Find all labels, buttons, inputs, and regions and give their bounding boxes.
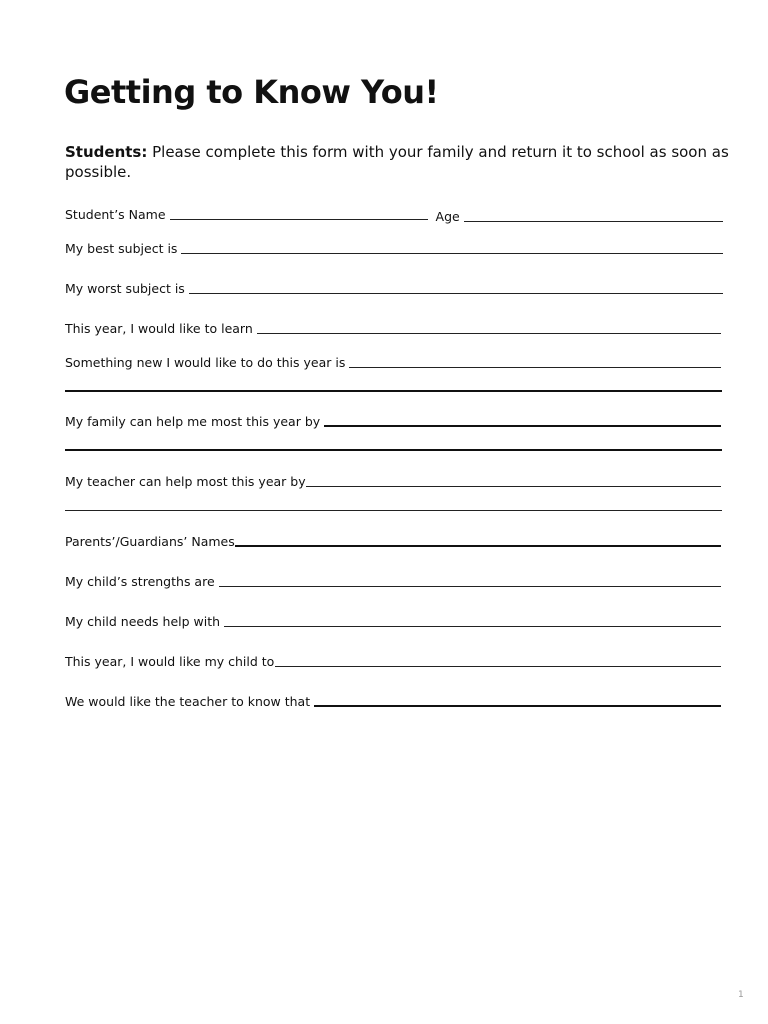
teacher-help-label: My teacher can help most this year by <box>65 474 306 489</box>
instructions-lead: Students: <box>65 143 148 161</box>
teacher-help-line[interactable] <box>306 485 721 487</box>
best-subject-line[interactable] <box>181 252 723 254</box>
family-help-line-2[interactable] <box>65 449 722 451</box>
instructions <box>65 143 730 182</box>
teacher-help-line-2[interactable] <box>65 510 722 511</box>
teacher-help-row <box>65 472 721 490</box>
page-title: Getting to Know You! <box>64 73 439 111</box>
age-label: Age <box>435 209 460 224</box>
teacher-know-line[interactable] <box>314 704 721 707</box>
family-help-label: My family can help me most this year by <box>65 414 321 429</box>
child-to-row <box>65 652 721 670</box>
worst-subject-line[interactable] <box>189 292 723 294</box>
something-new-line[interactable] <box>349 366 721 368</box>
parents-names-label: Parents’/Guardians’ Names <box>65 534 235 549</box>
needs-help-label: My child needs help with <box>65 614 221 629</box>
instructions-text: Please complete this form with your family and return it to school as soon as possible. <box>65 143 729 181</box>
something-new-row <box>65 353 721 371</box>
strengths-line[interactable] <box>219 585 721 587</box>
age-line[interactable] <box>464 220 723 222</box>
teacher-know-row <box>65 692 721 710</box>
worst-subject-row <box>65 279 723 297</box>
needs-help-row <box>65 612 721 630</box>
child-to-line[interactable] <box>275 665 721 667</box>
learn-label: This year, I would like to learn <box>65 321 253 336</box>
family-help-line[interactable] <box>324 424 721 427</box>
teacher-know-label: We would like the teacher to know that <box>65 694 311 709</box>
parents-names-row <box>65 532 721 550</box>
learn-row <box>65 319 721 337</box>
student-name-label: Student’s Name <box>65 207 166 222</box>
family-help-row <box>65 412 721 430</box>
needs-help-line[interactable] <box>224 625 721 627</box>
parents-names-line[interactable] <box>235 544 721 547</box>
student-name-line[interactable] <box>170 218 428 220</box>
learn-line[interactable] <box>257 332 721 334</box>
something-new-line-2[interactable] <box>65 390 722 392</box>
student-name-row <box>65 205 723 223</box>
worst-subject-label: My worst subject is <box>65 281 185 296</box>
strengths-row <box>65 572 721 590</box>
best-subject-row <box>65 239 723 257</box>
page-number: 1 <box>738 990 744 1000</box>
something-new-label: Something new I would like to do this year is <box>65 355 346 370</box>
child-to-label: This year, I would like my child to <box>65 654 275 669</box>
strengths-label: My child’s strengths are <box>65 574 215 589</box>
best-subject-label: My best subject is <box>65 241 178 256</box>
